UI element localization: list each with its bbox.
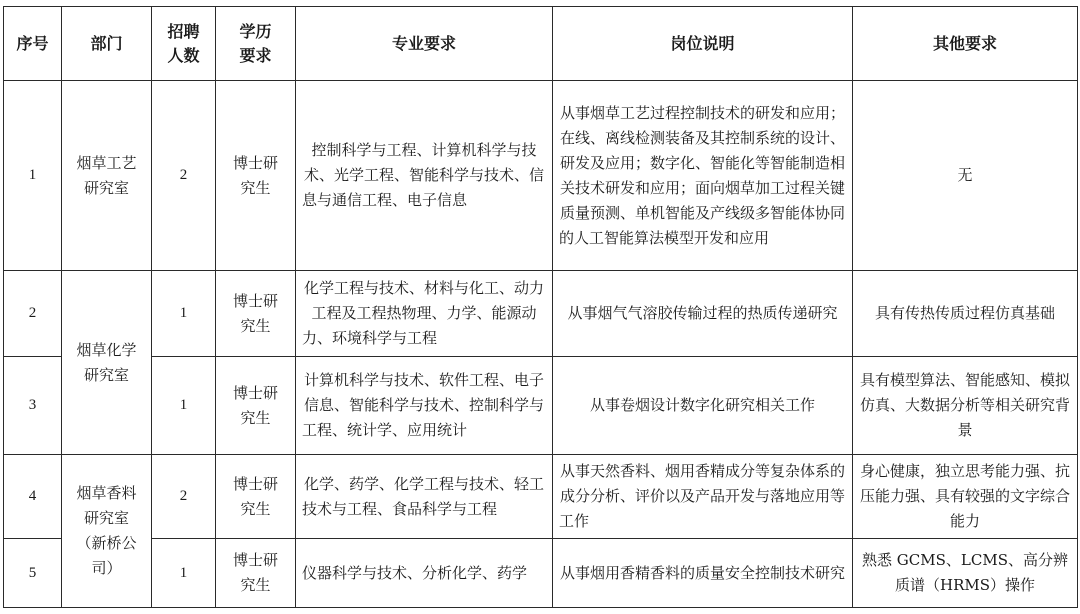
row-other: 身心健康，独立思考能力强、抗压能力强、具有较强的文字综合能力 bbox=[853, 455, 1078, 539]
row-index: 5 bbox=[4, 539, 62, 608]
dept-line: 烟草化学 bbox=[76, 340, 137, 359]
table-row bbox=[4, 81, 1078, 271]
header-other: 其他要求 bbox=[853, 7, 1078, 81]
row-index: 3 bbox=[4, 357, 62, 455]
edu-line: 博士研 bbox=[232, 291, 278, 310]
row-duty: 从事烟气气溶胶传输过程的热质传递研究 bbox=[553, 271, 853, 357]
row-other: 熟悉 GCMS、LCMS、高分辨质谱（HRMS）操作 bbox=[853, 539, 1078, 608]
row-headcount: 2 bbox=[152, 455, 216, 539]
row-duty: 从事卷烟设计数字化研究相关工作 bbox=[553, 357, 853, 455]
row-major: 化学、药学、化学工程与技术、轻工技术与工程、食品科学与工程 bbox=[296, 455, 553, 539]
row-other: 具有传热传质过程仿真基础 bbox=[853, 271, 1078, 357]
table-row bbox=[4, 455, 1078, 539]
header-major: 专业要求 bbox=[296, 7, 553, 81]
row-index: 4 bbox=[4, 455, 62, 539]
edu-line: 究生 bbox=[240, 408, 271, 427]
dept-line: 烟草工艺 bbox=[76, 153, 137, 172]
row-other: 无 bbox=[853, 81, 1078, 271]
dept-line: （新桥公 bbox=[76, 534, 137, 552]
table-row bbox=[4, 357, 1078, 455]
edu-line: 究生 bbox=[240, 316, 271, 335]
dept-line: 司） bbox=[91, 559, 122, 577]
row-major: 化学工程与技术、材料与化工、动力工程及工程热物理、力学、能源动力、环境科学与工程 bbox=[296, 271, 553, 357]
table-header-row bbox=[4, 7, 1078, 81]
dept-line: 研究室 bbox=[83, 178, 129, 197]
edu-line: 究生 bbox=[240, 576, 271, 594]
edu-line: 究生 bbox=[240, 178, 271, 197]
row-major: 控制科学与工程、计算机科学与技术、光学工程、智能科学与技术、信息与通信工程、电子信息 bbox=[296, 81, 553, 271]
table-row bbox=[4, 271, 1078, 357]
row-education bbox=[216, 271, 296, 357]
row-duty: 从事烟草工艺过程控制技术的研发和应用；在线、离线检测装备及其控制系统的设计、研发及应用；数字化、智能化等智能制造相关技术研发和应用；面向烟草加工过程关键质量预测、单机智能及产线级多智能体协同的人工智能算法模型开发和应用 bbox=[553, 81, 853, 271]
row-department bbox=[62, 81, 152, 271]
edu-line: 究生 bbox=[240, 499, 271, 518]
header-department: 部门 bbox=[62, 7, 152, 81]
header-headcount-line1: 招聘 bbox=[167, 21, 200, 41]
header-index: 序号 bbox=[4, 7, 62, 81]
row-education bbox=[216, 539, 296, 608]
dept-line: 烟草香料 bbox=[76, 484, 137, 502]
row-index: 1 bbox=[4, 81, 62, 271]
recruitment-table bbox=[3, 6, 1078, 608]
row-education bbox=[216, 357, 296, 455]
row-major: 仪器科学与技术、分析化学、药学 bbox=[296, 539, 553, 608]
header-education bbox=[216, 7, 296, 81]
row-department-merged bbox=[62, 271, 152, 455]
row-duty: 从事烟用香精香料的质量安全控制技术研究 bbox=[553, 539, 853, 608]
row-headcount: 2 bbox=[152, 81, 216, 271]
edu-line: 博士研 bbox=[232, 153, 278, 172]
row-education bbox=[216, 81, 296, 271]
header-headcount bbox=[152, 7, 216, 81]
edu-line: 博士研 bbox=[232, 383, 278, 402]
row-headcount: 1 bbox=[152, 271, 216, 357]
header-education-line1: 学历 bbox=[239, 21, 272, 41]
header-education-line2: 要求 bbox=[239, 45, 272, 65]
dept-line: 研究室 bbox=[83, 365, 129, 384]
row-index: 2 bbox=[4, 271, 62, 357]
edu-line: 博士研 bbox=[232, 474, 278, 493]
edu-line: 博士研 bbox=[232, 551, 278, 569]
dept-line: 研究室 bbox=[83, 509, 129, 527]
row-education bbox=[216, 455, 296, 539]
row-department-merged bbox=[62, 455, 152, 608]
row-duty: 从事天然香料、烟用香精成分等复杂体系的成分分析、评价以及产品开发与落地应用等工作 bbox=[553, 455, 853, 539]
header-duty: 岗位说明 bbox=[553, 7, 853, 81]
row-major: 计算机科学与技术、软件工程、电子信息、智能科学与技术、控制科学与工程、统计学、应用统计 bbox=[296, 357, 553, 455]
table-row bbox=[4, 539, 1078, 608]
row-headcount: 1 bbox=[152, 357, 216, 455]
row-headcount: 1 bbox=[152, 539, 216, 608]
header-headcount-line2: 人数 bbox=[167, 45, 200, 65]
row-other: 具有模型算法、智能感知、模拟仿真、大数据分析等相关研究背景 bbox=[853, 357, 1078, 455]
